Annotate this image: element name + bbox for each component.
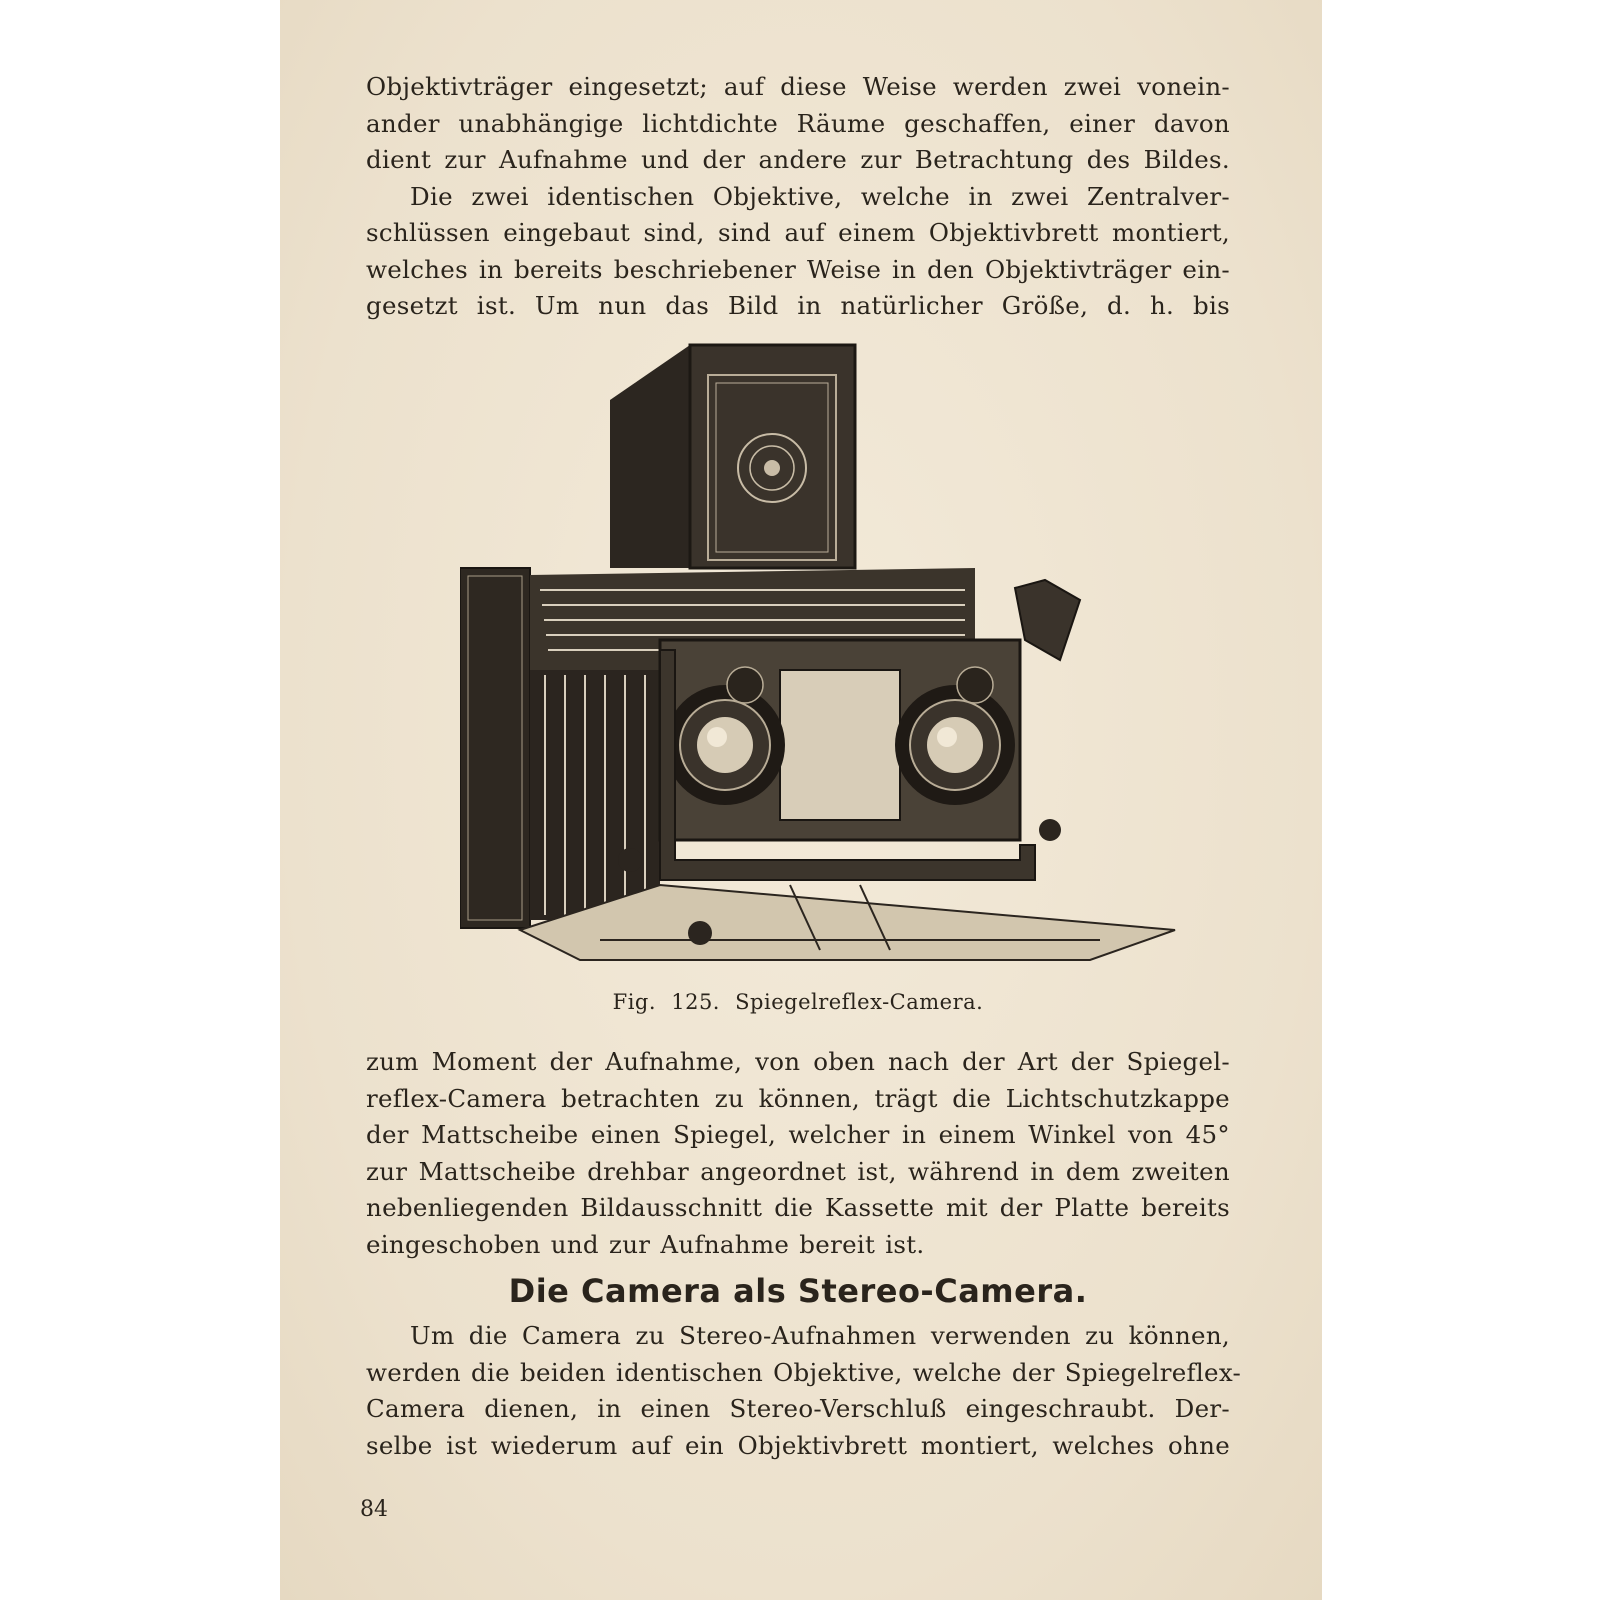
text-line: Die zwei identischen Objektive, welche in zwei Zentralver- <box>410 181 1230 211</box>
text-line: reflex-Camera betrachten zu können, trägt die Lichtschutzkappe <box>366 1083 1230 1113</box>
page-number: 84 <box>360 1497 388 1522</box>
text-line: zum Moment der Aufnahme, von oben nach der Art der Spiegel- <box>366 1047 1230 1076</box>
text-line: zur Mattscheibe drehbar angeordnet ist, während in dem zweiten <box>366 1156 1230 1186</box>
text-line: welches in bereits beschriebener Weise in den Objektivträger ein- <box>366 254 1230 284</box>
text-line: selbe ist wiederum auf ein Objektivbrett montiert, welches ohne <box>366 1430 1230 1460</box>
text-line: Um die Camera zu Stereo-Aufnahmen verwenden zu können, <box>410 1321 1230 1350</box>
text-line: Camera dienen, in einen Stereo-Verschluß eingeschraubt. Der- <box>366 1394 1230 1423</box>
camera-illustration <box>460 340 1180 980</box>
text-line: nebenliegenden Bildausschnitt die Kassette mit der Platte bereits <box>366 1193 1230 1222</box>
text-line: gesetzt ist. Um nun das Bild in natürlicher Größe, d. h. bis <box>366 291 1230 320</box>
text-line: schlüssen eingebaut sind, sind auf einem Objektivbrett montiert, <box>366 218 1230 247</box>
section-heading: Die Camera als Stereo-Camera. <box>508 1272 1088 1310</box>
figure-caption: Fig. 125. Spiegelreflex-Camera. <box>612 990 984 1014</box>
text-line: Objektivträger eingesetzt; auf diese Weise werden zwei vonein- <box>366 72 1230 101</box>
top-paragraph <box>366 69 1230 325</box>
middle-paragraph <box>366 1044 1230 1263</box>
stereo-paragraph <box>366 1318 1242 1464</box>
text-line: dient zur Aufnahme und der andere zur Betrachtung des Bildes. <box>366 145 1230 174</box>
text-line: eingeschoben und zur Aufnahme bereit ist. <box>366 1229 925 1259</box>
text-line: ander unabhängige lichtdichte Räume geschaffen, einer davon <box>366 108 1230 138</box>
book-page <box>280 0 1322 1600</box>
text-line: werden die beiden identischen Objektive, welche der Spiegelreflex- <box>366 1357 1242 1387</box>
viewfinder-hood <box>610 345 855 568</box>
camera-body <box>460 568 1175 960</box>
text-line: der Mattscheibe einen Spiegel, welcher in einem Winkel von 45° <box>366 1120 1230 1149</box>
